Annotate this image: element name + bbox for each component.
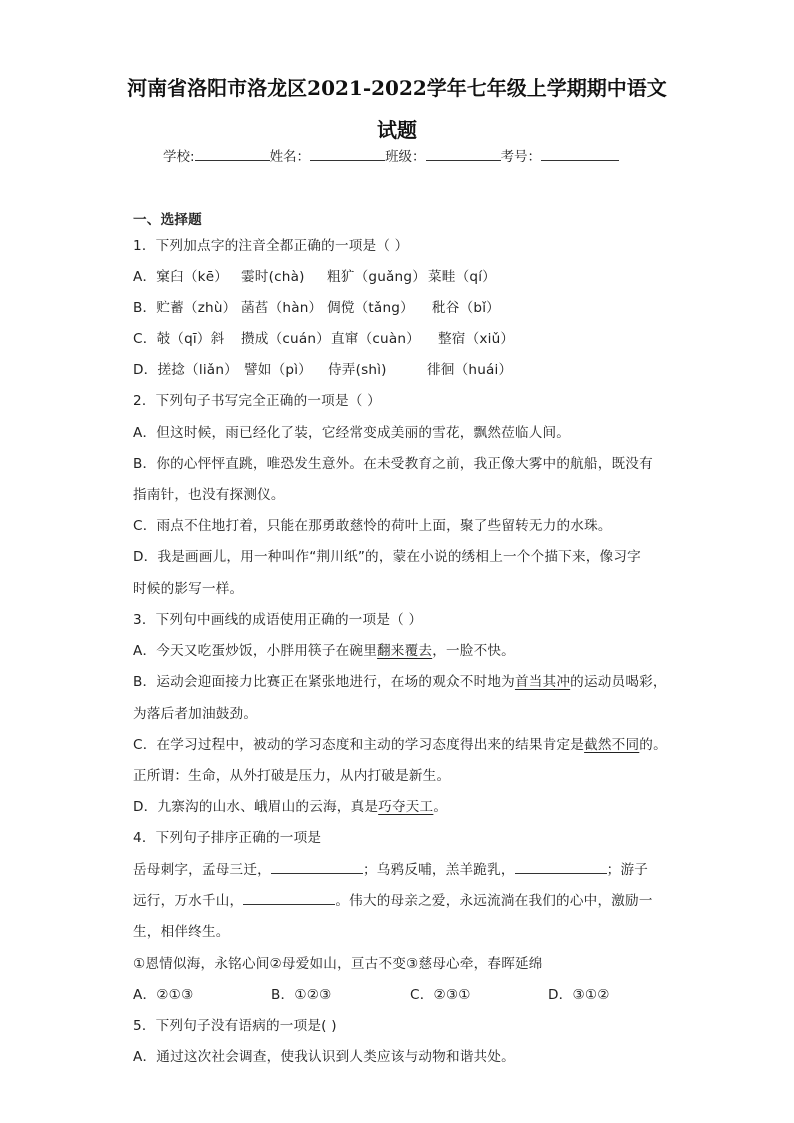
q1-a-3: 粗犷（guǎng） — [327, 269, 426, 285]
q3-c-idiom: 截然不同 — [584, 737, 640, 753]
section-heading: 一、选择题 — [133, 212, 202, 228]
q4-items: ①恩情似海，永铭心间②母爱如山，亘古不变③慈母心牵，春晖延绵 — [133, 956, 543, 972]
q2-option-c: C．雨点不住地打着，只能在那勇敢慈怜的荷叶上面，聚了些留转无力的水珠。 — [133, 518, 612, 534]
number-blank[interactable] — [541, 146, 619, 161]
q3-option-a — [133, 639, 515, 659]
q1-option-c — [133, 327, 733, 347]
q2-option-d-line2: 时候的影写一样。 — [133, 581, 244, 597]
q1-option-a — [133, 265, 733, 285]
q4-stem: 4．下列句子排序正确的一项是 — [133, 830, 322, 846]
q1-d-4: 徘徊（huái） — [427, 362, 513, 378]
q4-option-d: D．③①② — [548, 987, 610, 1003]
q1-c-4: 整宿（xiǔ） — [438, 331, 515, 347]
q1-b-2: 菡萏（hàn） — [241, 300, 323, 316]
q3-c-text: C．在学习过程中，被动的学习态度和主动的学习态度得出来的结果肯定是 — [133, 737, 585, 753]
school-label: 学校: — [163, 149, 195, 165]
q3-a-idiom: 翻来覆去 — [377, 643, 433, 659]
q3-d-idiom: 巧夺天工 — [378, 799, 434, 815]
q4-blank-3[interactable] — [243, 890, 335, 905]
q2-stem: 2．下列句子书写完全正确的一项是（ ） — [133, 393, 381, 409]
q3-option-d — [133, 795, 447, 815]
class-label: 班级： — [385, 149, 426, 165]
q1-b-3: 倜傥（tǎng） — [327, 300, 414, 316]
student-info-row — [163, 145, 619, 165]
number-label: 考号： — [500, 149, 542, 165]
q2-option-b-line1: B．你的心怦怦直跳，唯恐发生意外。在未受教育之前，我正像大雾中的航船，既没有 — [133, 456, 653, 472]
q4-p2-a: 远行，万水千山， — [133, 893, 244, 909]
q3-a-text-end: ，一脸不快。 — [432, 643, 515, 659]
q1-d-2: 譬如（pì） — [244, 362, 312, 378]
class-blank[interactable] — [426, 146, 501, 161]
q2-option-d-line1: D．我是画画儿，用一种叫作“荆川纸”的，蒙在小说的绣相上一个个描下来，像习字 — [133, 549, 641, 565]
q1-a-1: A．窠臼（kē） — [133, 269, 229, 285]
q4-passage-line2 — [133, 889, 653, 909]
q3-c-text-end: 的。 — [639, 737, 667, 753]
q1-b-1: B．贮蓄（zhù） — [133, 300, 237, 316]
q5-option-a: A．通过这次社会调查，使我认识到人类应该与动物和谐共处。 — [133, 1049, 515, 1065]
q4-option-a: A．②①③ — [133, 987, 194, 1003]
q4-p1-b: ；乌鸦反哺，羔羊跪乳， — [362, 862, 515, 878]
q1-b-4: 秕谷（bǐ） — [432, 300, 500, 316]
q4-options — [133, 983, 633, 1003]
q2-option-b-line2: 指南针，也没有探测仪。 — [133, 487, 285, 503]
q1-c-3: 直窜（cuàn） — [331, 331, 421, 347]
q1-option-d — [133, 358, 733, 378]
name-blank[interactable] — [310, 146, 385, 161]
q1-d-3: 侍弄(shì) — [328, 362, 387, 378]
q1-a-4: 菜畦（qí） — [428, 269, 496, 285]
q4-passage-line1 — [133, 858, 648, 878]
name-label: 姓名： — [269, 149, 311, 165]
q3-b-idiom: 首当其冲 — [514, 674, 571, 690]
q1-stem: 1．下列加点字的注音全都正确的一项是（ ） — [133, 238, 409, 254]
q3-d-text: D．九寨沟的山水、峨眉山的云海，真是 — [133, 799, 379, 815]
q3-b-text: B．运动会迎面接力比赛正在紧张地进行，在场的观众不时地为 — [133, 674, 515, 690]
q3-option-c — [133, 733, 667, 753]
q3-d-text-end: 。 — [433, 799, 448, 815]
q3-a-text: A．今天又吃蛋炒饭，小胖用筷子在碗里 — [133, 643, 377, 659]
q3-option-b-line2: 为落后者加油鼓劲。 — [133, 706, 258, 722]
q3-stem: 3．下列句中画线的成语使用正确的一项是（ ） — [133, 612, 423, 628]
document-title-line2: 试题 — [377, 118, 417, 142]
school-blank[interactable] — [195, 146, 270, 161]
q4-option-b: B．①②③ — [271, 987, 332, 1003]
q4-blank-1[interactable] — [271, 859, 363, 874]
q4-passage-line3: 生，相伴终生。 — [133, 924, 230, 940]
q4-blank-2[interactable] — [515, 859, 607, 874]
q3-b-text-end: 的运动员喝彩， — [570, 674, 667, 690]
q1-option-b — [133, 296, 733, 316]
q4-p2-b: 。伟大的母亲之爱，永远流淌在我们的心中，激励一 — [335, 893, 653, 909]
q4-option-c: C．②③① — [410, 987, 471, 1003]
q1-c-1: C．攲（qī）斜 — [133, 331, 225, 347]
q1-c-2: 攒成（cuán） — [241, 331, 331, 347]
q1-a-2: 霎时(chà) — [241, 269, 305, 285]
q4-p1-a: 岳母刺字，孟母三迁， — [133, 862, 271, 878]
q2-option-a: A．但这时候，雨已经化了装，它经常变成美丽的雪花，飘然莅临人间。 — [133, 425, 571, 441]
q1-d-1: D．搓捻（liǎn） — [133, 362, 238, 378]
q3-option-c-line2: 正所谓：生命，从外打破是压力，从内打破是新生。 — [133, 768, 451, 784]
q5-stem: 5．下列句子没有语病的一项是( ) — [133, 1018, 337, 1034]
q3-option-b — [133, 670, 667, 690]
q4-p1-c: ；游子 — [606, 862, 649, 878]
document-title-line1: 河南省洛阳市洛龙区2021-2022学年七年级上学期期中语文 — [127, 76, 667, 100]
